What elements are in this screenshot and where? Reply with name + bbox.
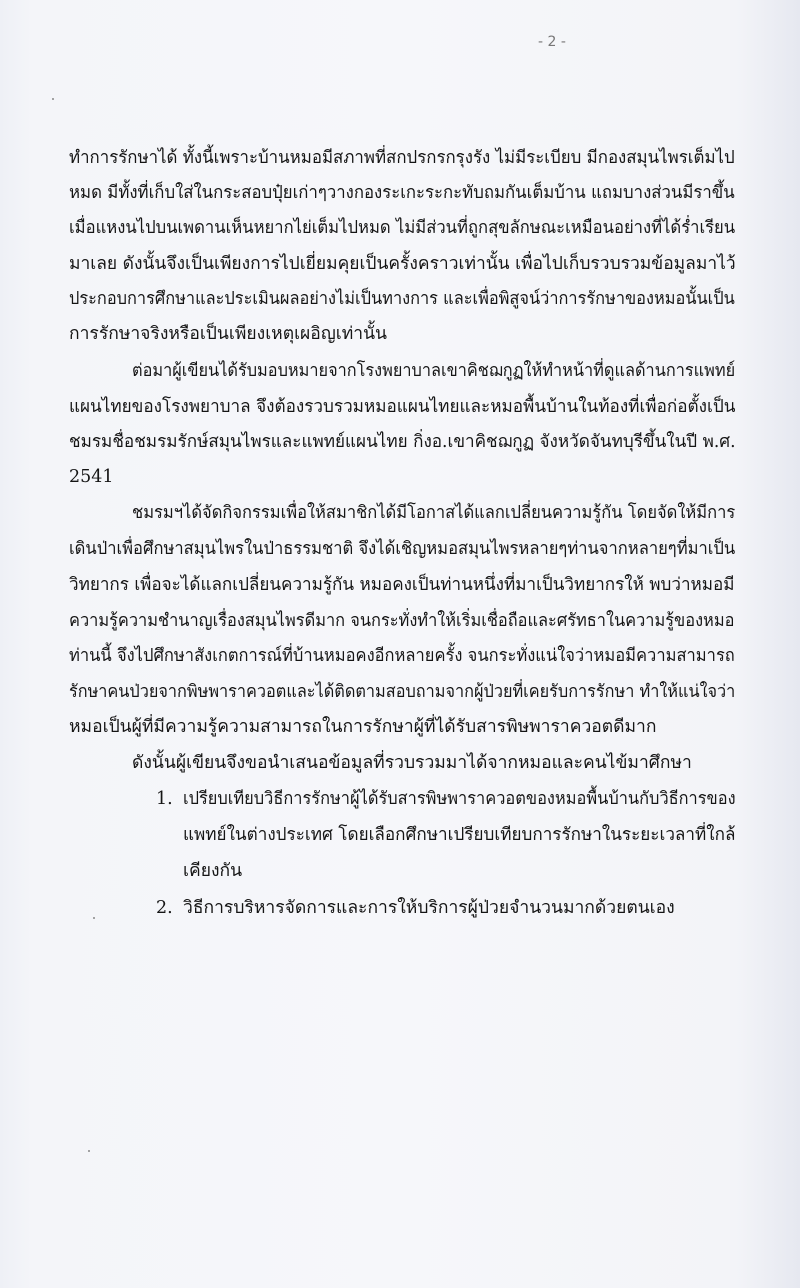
- text-line: ชมรมฯได้จัดกิจกรรมเพื่อให้สมาชิกได้มีโอกาสได้แลกเปลี่ยนความรู้กัน โดยจัดให้มีการ: [132, 503, 736, 523]
- text-line: เคียงกัน: [183, 861, 243, 881]
- text-line: เมื่อแหงนไปบนเพดานเห็นหยากไย่เต็มไปหมด ไม่มีส่วนที่ถูกสุขลักษณะเหมือนอย่างที่ได้ร่ำเรียน: [69, 218, 736, 238]
- text-line: ความรู้ความชำนาญเรื่องสมุนไพรดีมาก จนกระทั่งทำให้เริ่มเชื่อถือและศรัทธาในความรู้ของหมอ: [69, 611, 735, 631]
- text-line: ท่านนี้ จึงไปศึกษาสังเกตการณ์ที่บ้านหมอคงอีกหลายครั้ง จนกระทั่งแน่ใจว่าหมอมีความสามารถ: [69, 646, 735, 666]
- list-number: 1.: [156, 789, 173, 809]
- speck: [52, 98, 54, 100]
- text-line: หมด มีทั้งที่เก็บใส่ในกระสอบปุ๋ยเก่าๆวางกองระเกะระกะทับถมกันเต็มบ้าน แถมบางส่วนมีราขึ้น: [69, 183, 735, 203]
- text-line: การรักษาจริงหรือเป็นเพียงเหตุเผอิญเท่านั้น: [69, 324, 387, 344]
- speck: [88, 1150, 90, 1152]
- speck: [93, 917, 95, 919]
- text-line: เดินป่าเพื่อศึกษาสมุนไพรในป่าธรรมชาติ จึงได้เชิญหมอสมุนไพรหลายๆท่านจากหลายๆที่มาเป็น: [69, 539, 736, 559]
- paragraph-4: ดังนั้นผู้เขียนจึงขอนำเสนอข้อมูลที่รวบรวมมาได้จากหมอและคนไข้มาศึกษา: [132, 753, 692, 773]
- list-number: 2.: [156, 898, 173, 918]
- text-line: เปรียบเทียบวิธีการรักษาผู้ได้รับสารพิษพาราควอตของหมอพื้นบ้านกับวิธีการของ: [183, 789, 736, 809]
- text-line: แผนไทยของโรงพยาบาล จึงต้องรวบรวมหมอแผนไทยและหมอพื้นบ้านในท้องที่เพื่อก่อตั้งเป็น: [69, 397, 736, 417]
- page-number: - 2 -: [538, 34, 566, 50]
- text-line: 2541: [69, 467, 114, 487]
- text-line: ทำการรักษาได้ ทั้งนี้เพราะบ้านหมอมีสภาพที่สกปรกรกรุงรัง ไม่มีระเบียบ มีกองสมุนไพรเต็มไป: [69, 148, 735, 168]
- text-line: วิธีการบริหารจัดการและการให้บริการผู้ป่วยจำนวนมากด้วยตนเอง: [183, 898, 675, 918]
- text-line: ต่อมาผู้เขียนได้รับมอบหมายจากโรงพยาบาลเขาคิชฌกูฏให้ทำหน้าที่ดูแลด้านการแพทย์: [132, 361, 736, 381]
- text-line: วิทยากร เพื่อจะได้แลกเปลี่ยนความรู้กัน หมอคงเป็นท่านหนึ่งที่มาเป็นวิทยากรให้ พบว่าหมอมี: [69, 575, 735, 595]
- text-line: ประกอบการศึกษาและประเมินผลอย่างไม่เป็นทางการ และเพื่อพิสูจน์ว่าการรักษาของหมอนั้นเป็น: [69, 289, 735, 309]
- text-line: หมอเป็นผู้ที่มีความรู้ความสามารถในการรักษาผู้ที่ได้รับสารพิษพาราควอตดีมาก: [69, 717, 657, 737]
- text-line: แพทย์ในต่างประเทศ โดยเลือกศึกษาเปรียบเทียบการรักษาในระยะเวลาที่ใกล้: [183, 825, 736, 845]
- text-line: รักษาคนป่วยจากพิษพาราควอตและได้ติดตามสอบถามจากผู้ป่วยที่เคยรับการรักษา ทำให้แน่ใจว่า: [69, 682, 736, 702]
- text-line: มาเลย ดังนั้นจึงเป็นเพียงการไปเยี่ยมคุยเป็นครั้งคราวเท่านั้น เพื่อไปเก็บรวบรวมข้อมูลมาไว้: [69, 254, 736, 274]
- text-line: ชมรมชื่อชมรมรักษ์สมุนไพรและแพทย์แผนไทย กิ่งอ.เขาคิชฌกูฏ จังหวัดจันทบุรีขึ้นในปี พ.ศ.: [69, 432, 736, 452]
